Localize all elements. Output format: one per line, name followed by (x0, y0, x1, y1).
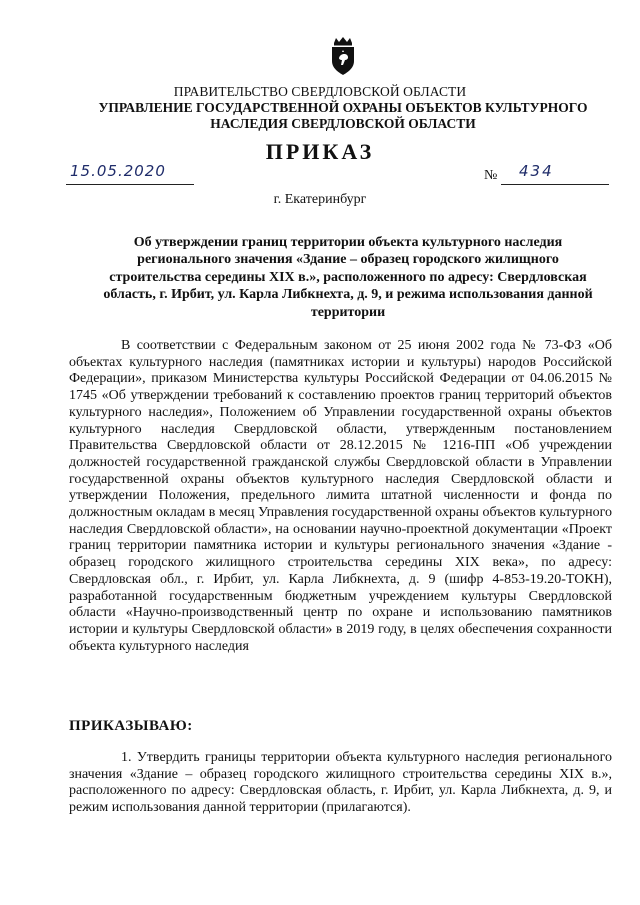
department-title: УПРАВЛЕНИЕ ГОСУДАРСТВЕННОЙ ОХРАНЫ ОБЪЕКТОВ КУЛЬТУРНОГО НАСЛЕДИЯ СВЕРДЛОВСКОЙ ОБЛАСТИ (98, 100, 588, 131)
coat-of-arms-icon (328, 36, 358, 76)
government-title: ПРАВИТЕЛЬСТВО СВЕРДЛОВСКОЙ ОБЛАСТИ (173, 84, 467, 99)
document-type-title: ПРИКАЗ (265, 139, 375, 164)
preamble-paragraph: В соответствии с Федеральным законом от 25 июня 2002 года № 73-ФЗ «Об объектах культурного наследия (памятниках истории и культуры) народов Российской Федерации», приказом Министерства культуры Российской Федерации от 04.06.2015 № 1745 «Об утверждении требований к составлению проектов границ территорий объектов культурного наследия», Положением об Управлении государственной охраны объектов культурного наследия Свердловской области, утвержденным постановлением Правительства Свердловской области от 28.12.2015 № 1216-ПП «Об учреждении должностей государственной гражданской службы Свердловской области в Управлении государственной охраны объектов культурного наследия Свердловской области и утверждении Положения, предельного лимита штатной численности и фонда по должностным окладам в месяц Управления государственной охраны объектов культурного наследия Свердловской области», на основании научно-проектной документации «Проект границ территории памятника истории и культуры регионального значения «Здание - образец городского жилищного строительства середины XIX века», по адресу: Свердловская обл., г. Ирбит, ул. Карла Либкнехта, д. 9 (шифр 4-853-19.20-ТОКН), разработанной государственным бюджетным учреждением культуры Свердловской области «Научно-производственный центр по охране и использованию памятников истории и культуры Свердловской области» в 2019 году, в целях обеспечения сохранности объекта культурного наследия (69, 338, 612, 654)
order-heading: ПРИКАЗЫВАЮ: (69, 718, 193, 734)
order-subject: Об утверждении границ территории объекта культурного наследия регионального значения «Здание – образец городского жилищного строительства середины XIX в.», расположенного по адресу: Свердловская область, г. Ирбит, ул. Карла Либкнехта, д. 9, и режима использования данной территории (103, 235, 593, 320)
number-field (501, 162, 609, 185)
handwritten-date: 15.05.2020 (70, 162, 166, 180)
number-label: № (484, 168, 498, 183)
order-item-1: 1. Утвердить границы территории объекта культурного наследия регионального значения «Здание – образец городского жилищного строительства середины XIX в.», расположенного по адресу: Свердловская область, г. Ирбит, ул. Карла Либкнехта, д. 9, и режим использования данной территории (прилагаются). (69, 750, 612, 816)
city: г. Екатеринбург (273, 192, 367, 207)
date-field (66, 162, 194, 185)
handwritten-number: 434 (519, 162, 554, 180)
